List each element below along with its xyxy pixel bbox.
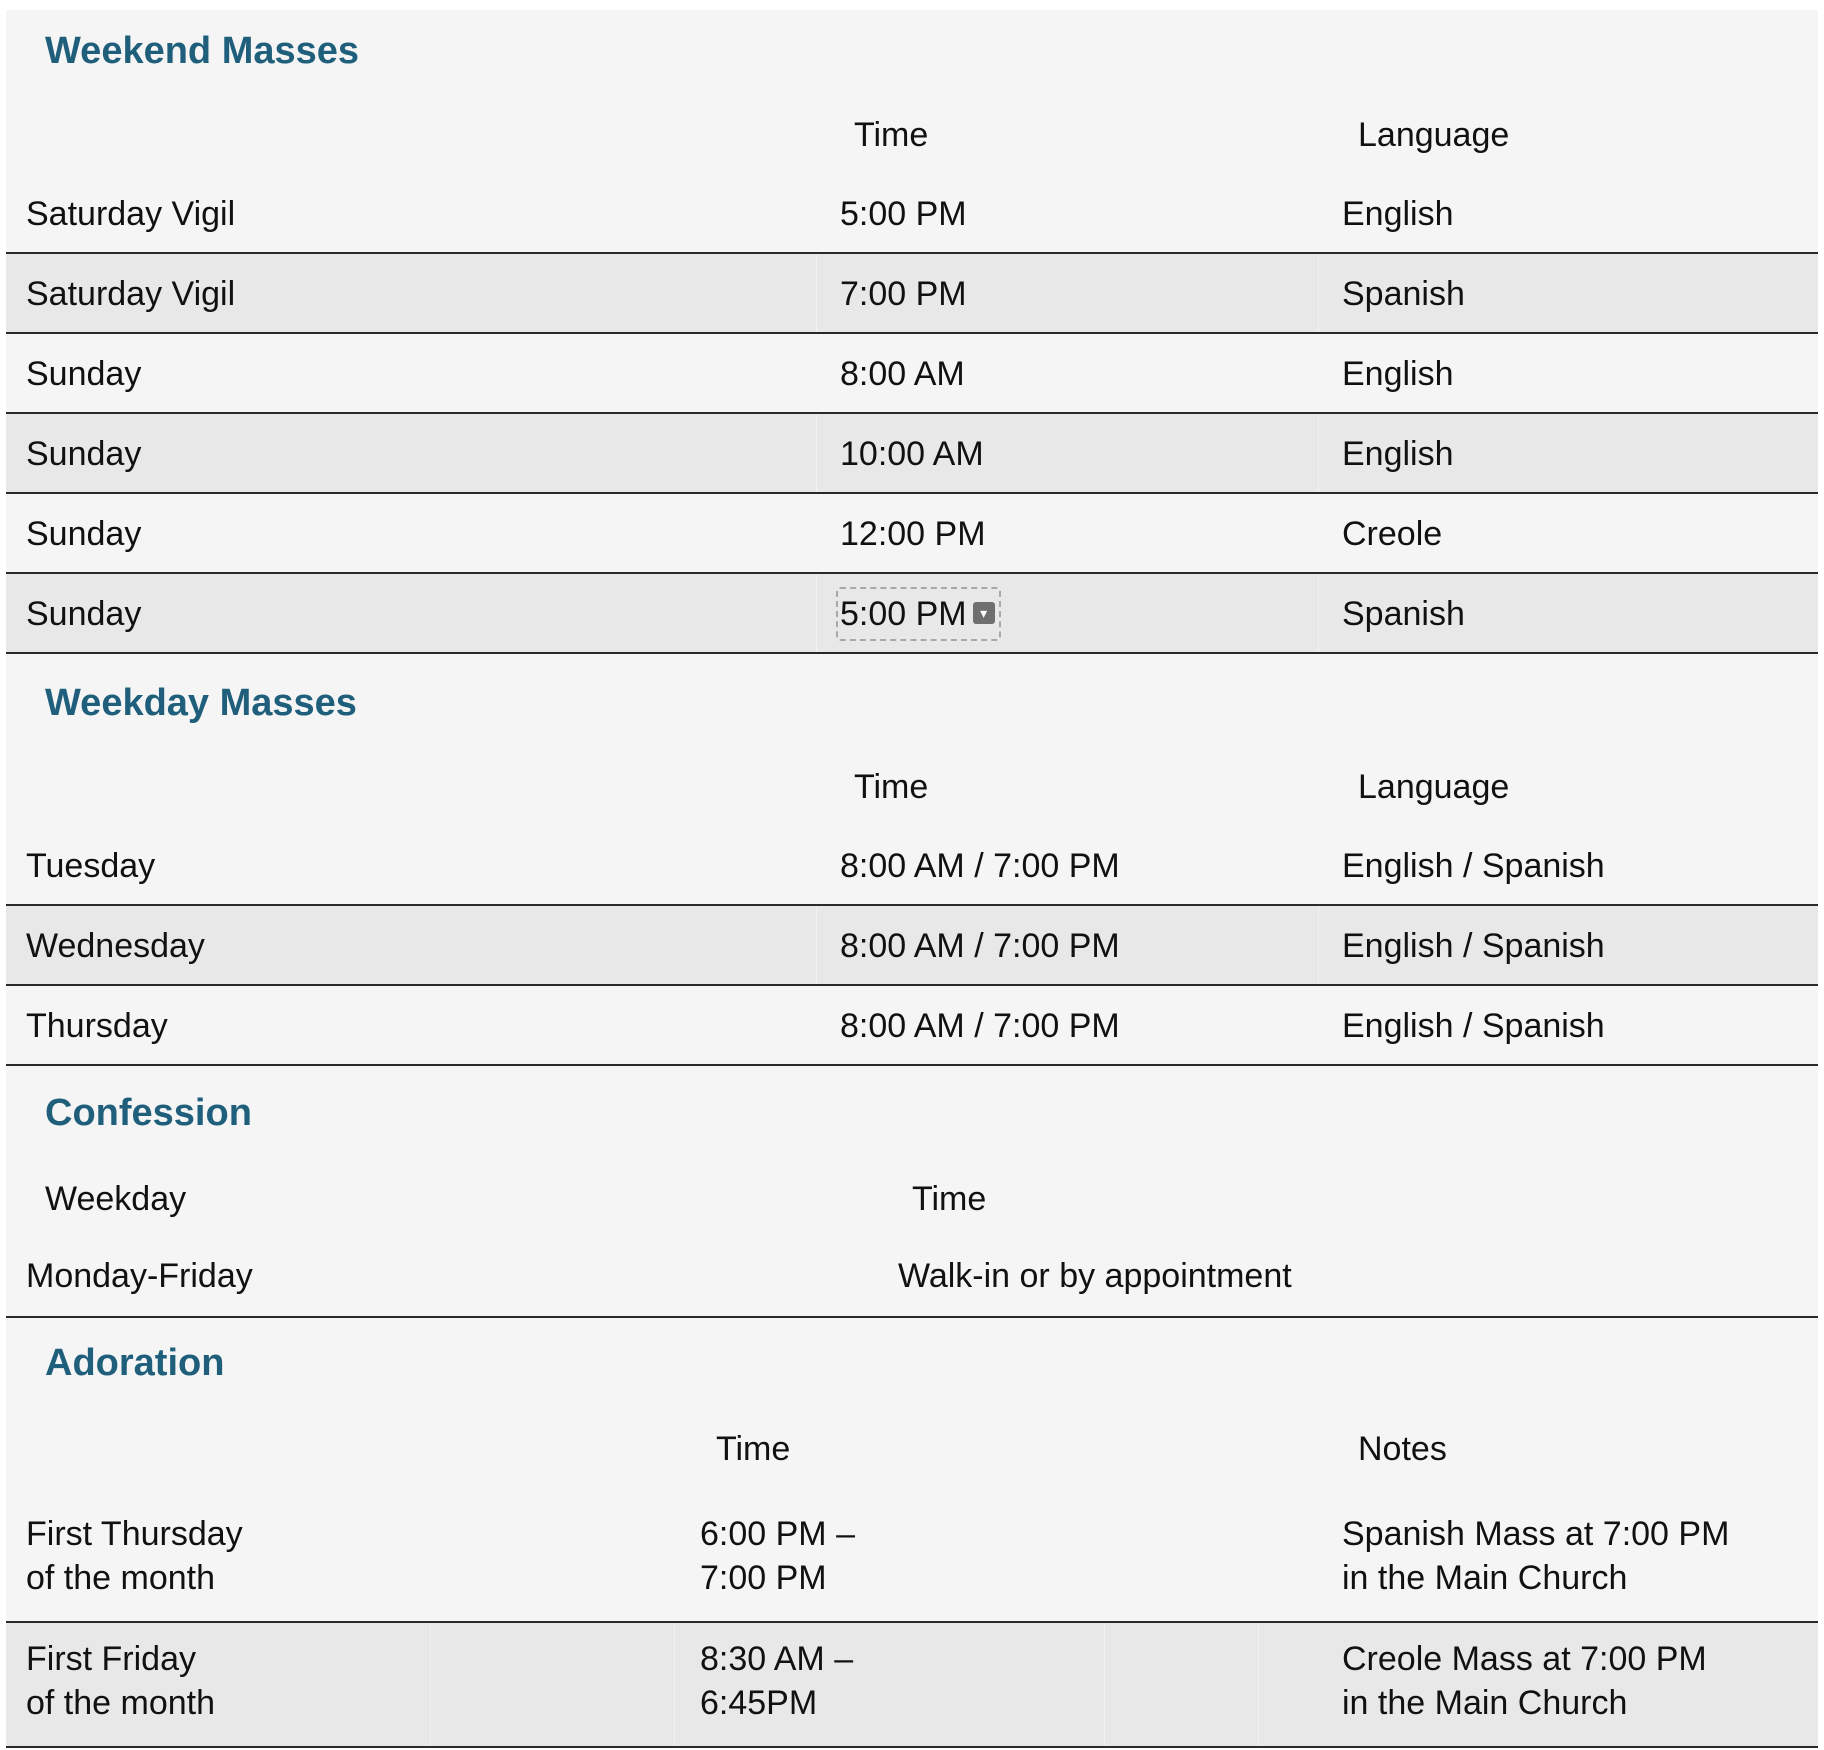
weekend-language-header: Language <box>1358 116 1510 154</box>
day-line: of the month <box>26 1684 216 1722</box>
day-line: First Thursday <box>26 1515 243 1553</box>
adoration-time-header: Time <box>716 1430 791 1468</box>
confession-time-header: Time <box>912 1180 987 1218</box>
weekend-masses-title: Weekend Masses <box>45 30 360 72</box>
chevron-down-icon[interactable]: ▾ <box>973 602 995 624</box>
day-cell: Thursday <box>26 1007 168 1045</box>
table-row <box>6 1498 1818 1623</box>
table-row <box>6 174 1818 254</box>
day-cell: Wednesday <box>26 927 205 965</box>
time-line: 7:00 PM <box>700 1559 827 1597</box>
day-cell: Saturday Vigil <box>26 275 236 313</box>
table-row <box>6 334 1818 414</box>
time-line: 6:45PM <box>700 1684 818 1722</box>
notes-line: in the Main Church <box>1342 1684 1628 1722</box>
time-cell: 8:00 AM <box>840 355 965 393</box>
time-cell: 10:00 AM <box>840 435 984 473</box>
weekday-time-header: Time <box>854 768 929 806</box>
time-select[interactable] <box>836 587 1001 641</box>
weekday-masses-title: Weekday Masses <box>45 682 357 724</box>
time-cell: 7:00 PM <box>840 275 967 313</box>
language-cell: English <box>1342 195 1454 233</box>
day-cell: Tuesday <box>26 847 156 885</box>
language-cell: English <box>1342 435 1454 473</box>
language-cell: English / Spanish <box>1342 927 1605 965</box>
table-row <box>6 906 1818 986</box>
day-cell <box>26 1512 243 1600</box>
time-line: 8:30 AM – <box>700 1640 854 1678</box>
notes-cell <box>1342 1637 1707 1725</box>
language-cell: Spanish <box>1342 595 1465 633</box>
time-cell: 12:00 PM <box>840 515 986 553</box>
schedule-page <box>6 10 1818 1746</box>
table-row <box>6 986 1818 1066</box>
notes-line: Creole Mass at 7:00 PM <box>1342 1640 1707 1678</box>
weekend-time-header: Time <box>854 116 929 154</box>
table-row <box>6 574 1818 654</box>
day-line: First Friday <box>26 1640 196 1678</box>
notes-line: Spanish Mass at 7:00 PM <box>1342 1515 1730 1553</box>
time-cell: 8:00 AM / 7:00 PM <box>840 927 1120 965</box>
language-cell: English / Spanish <box>1342 847 1605 885</box>
time-cell: 8:00 AM / 7:00 PM <box>840 847 1120 885</box>
table-row <box>6 1236 1818 1318</box>
table-row <box>6 826 1818 906</box>
day-cell: Saturday Vigil <box>26 195 236 233</box>
table-row <box>6 414 1818 494</box>
language-cell: English <box>1342 355 1454 393</box>
table-row <box>6 1623 1818 1748</box>
adoration-title: Adoration <box>45 1342 225 1384</box>
day-cell: Sunday <box>26 515 142 553</box>
time-value: 5:00 PM <box>840 595 967 633</box>
table-row <box>6 254 1818 334</box>
time-cell: Walk-in or by appointment <box>898 1257 1292 1295</box>
notes-line: in the Main Church <box>1342 1559 1628 1597</box>
day-cell: Sunday <box>26 355 142 393</box>
day-line: of the month <box>26 1559 216 1597</box>
time-cell: 8:00 AM / 7:00 PM <box>840 1007 1120 1045</box>
day-cell <box>26 1637 215 1725</box>
adoration-notes-header: Notes <box>1358 1430 1447 1468</box>
day-cell: Sunday <box>26 595 142 633</box>
language-cell: Creole <box>1342 515 1443 553</box>
time-cell <box>700 1637 853 1725</box>
weekday-language-header: Language <box>1358 768 1510 806</box>
time-line: 6:00 PM – <box>700 1515 855 1553</box>
day-cell: Sunday <box>26 435 142 473</box>
notes-cell <box>1342 1512 1729 1600</box>
language-cell: Spanish <box>1342 275 1465 313</box>
time-cell: 5:00 PM <box>840 195 967 233</box>
language-cell: English / Spanish <box>1342 1007 1605 1045</box>
day-cell: Monday-Friday <box>26 1257 253 1295</box>
confession-title: Confession <box>45 1092 252 1134</box>
confession-weekday-header: Weekday <box>45 1180 187 1218</box>
time-dropdown-field[interactable] <box>840 592 1001 641</box>
table-row <box>6 494 1818 574</box>
time-cell <box>700 1512 855 1600</box>
